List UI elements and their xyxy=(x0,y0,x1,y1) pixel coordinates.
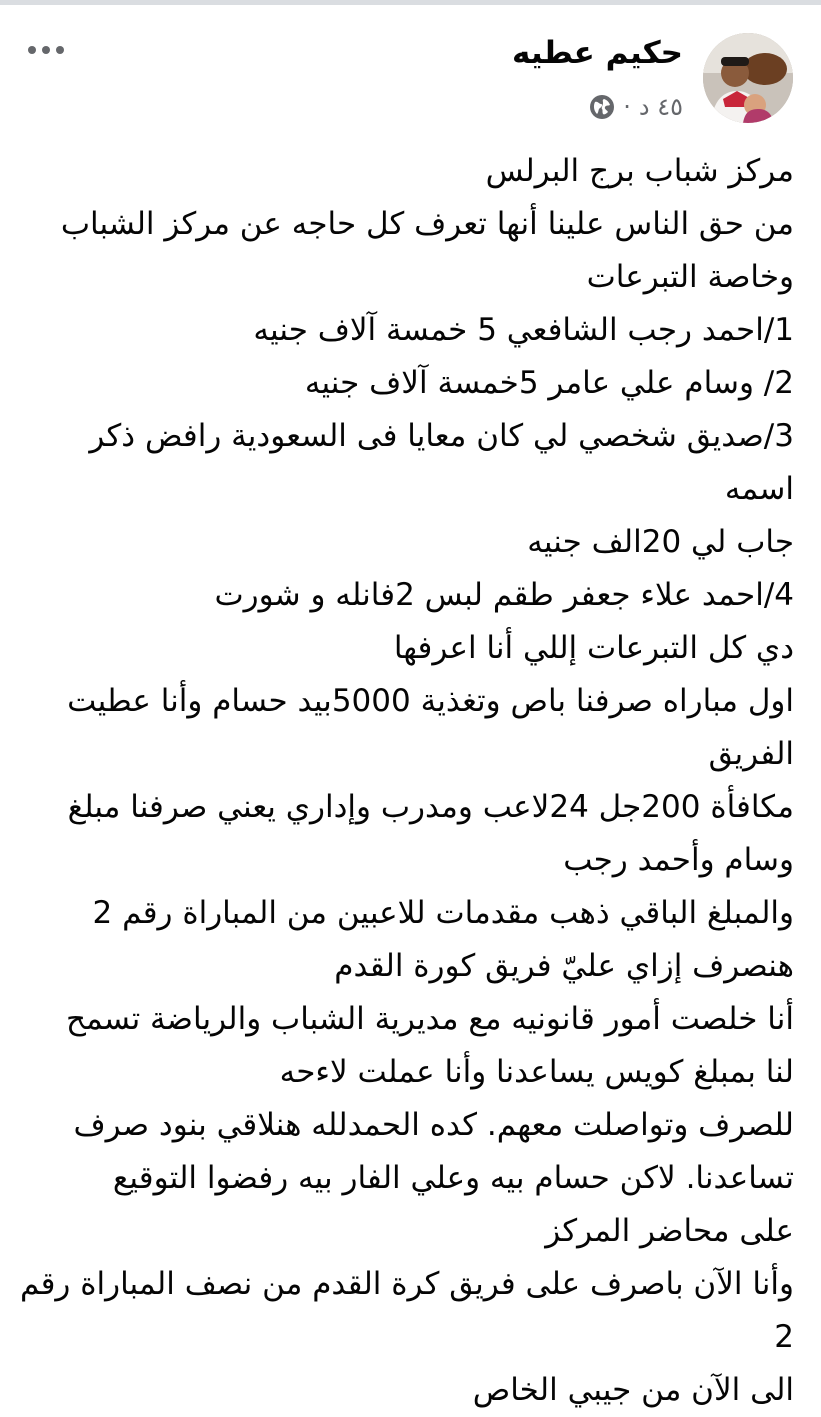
post-header xyxy=(0,5,821,145)
post-meta xyxy=(589,91,683,123)
avatar-image xyxy=(703,33,793,123)
post-text-line: الفريق xyxy=(708,736,794,772)
post-text-line: جاب لي 20الف جنيه xyxy=(527,524,794,560)
author-name[interactable]: حكيم عطيه xyxy=(512,35,683,71)
post-text-line: وسام وأحمد رجب xyxy=(563,842,794,878)
post-text-line: 1/احمد رجب الشافعي 5 خمسة آلاف جنيه xyxy=(253,312,794,348)
post-timestamp[interactable]: ٤٥ د xyxy=(638,93,683,121)
post-text-line: 2 xyxy=(774,1319,794,1355)
post-text-line: الى الآن من جيبي الخاص xyxy=(472,1372,794,1408)
post-body xyxy=(19,145,794,1417)
more-horizontal-icon xyxy=(28,46,36,54)
post-text-line: على محاضر المركز xyxy=(545,1213,794,1249)
post-text-line: تساعدنا. لاكن حسام بيه وعلي الفار بيه رفضوا التوقيع xyxy=(112,1160,794,1196)
globe-icon xyxy=(589,94,615,120)
post-text-line: اسمه xyxy=(724,471,794,507)
post-text-line: اول مباراه صرفنا باص وتغذية 5000بيد حسام وأنا عطيت xyxy=(67,683,794,719)
author-avatar[interactable] xyxy=(703,33,793,123)
post-text-line: 2/ وسام علي عامر 5خمسة آلاف جنيه xyxy=(304,365,794,401)
post-text-line: مركز شباب برج البرلس xyxy=(485,153,794,189)
more-options-button[interactable] xyxy=(22,35,70,65)
post-text-line: هنصرف إزاي عليّ فريق كورة القدم xyxy=(334,948,794,984)
post-text-line: مكافأة 200جل 24لاعب ومدرب وإداري يعني صرفنا مبلغ xyxy=(67,789,794,825)
more-dot xyxy=(56,46,64,54)
post-text-line: لنا بمبلغ كويس يساعدنا وأنا عملت لاءحه xyxy=(279,1054,794,1090)
post-text-line: وخاصة التبرعات xyxy=(586,259,794,295)
post-text-line: دي كل التبرعات إللي أنا اعرفها xyxy=(393,630,794,666)
post-text-line: للصرف وتواصلت معهم. كده الحمدلله هنلاقي بنود صرف xyxy=(73,1107,794,1143)
post-text-line: وأنا الآن باصرف على فريق كرة القدم من نصف المباراة رقم xyxy=(19,1266,794,1302)
post-text-line: 4/احمد علاء جعفر طقم لبس 2فانله و شورت xyxy=(214,577,794,613)
post-text-line: 3/صديق شخصي لي كان معايا فى السعودية رافض ذكر xyxy=(89,418,794,454)
more-dot xyxy=(42,46,50,54)
meta-separator: · xyxy=(623,93,631,121)
post-text-line: من حق الناس علينا أنها تعرف كل حاجه عن مركز الشباب xyxy=(60,206,794,242)
post-text-line: أنا خلصت أمور قانونيه مع مديرية الشباب والرياضة تسمح xyxy=(65,1001,794,1037)
post-text-line: والمبلغ الباقي ذهب مقدمات للاعبين من المباراة رقم 2 xyxy=(92,895,794,931)
